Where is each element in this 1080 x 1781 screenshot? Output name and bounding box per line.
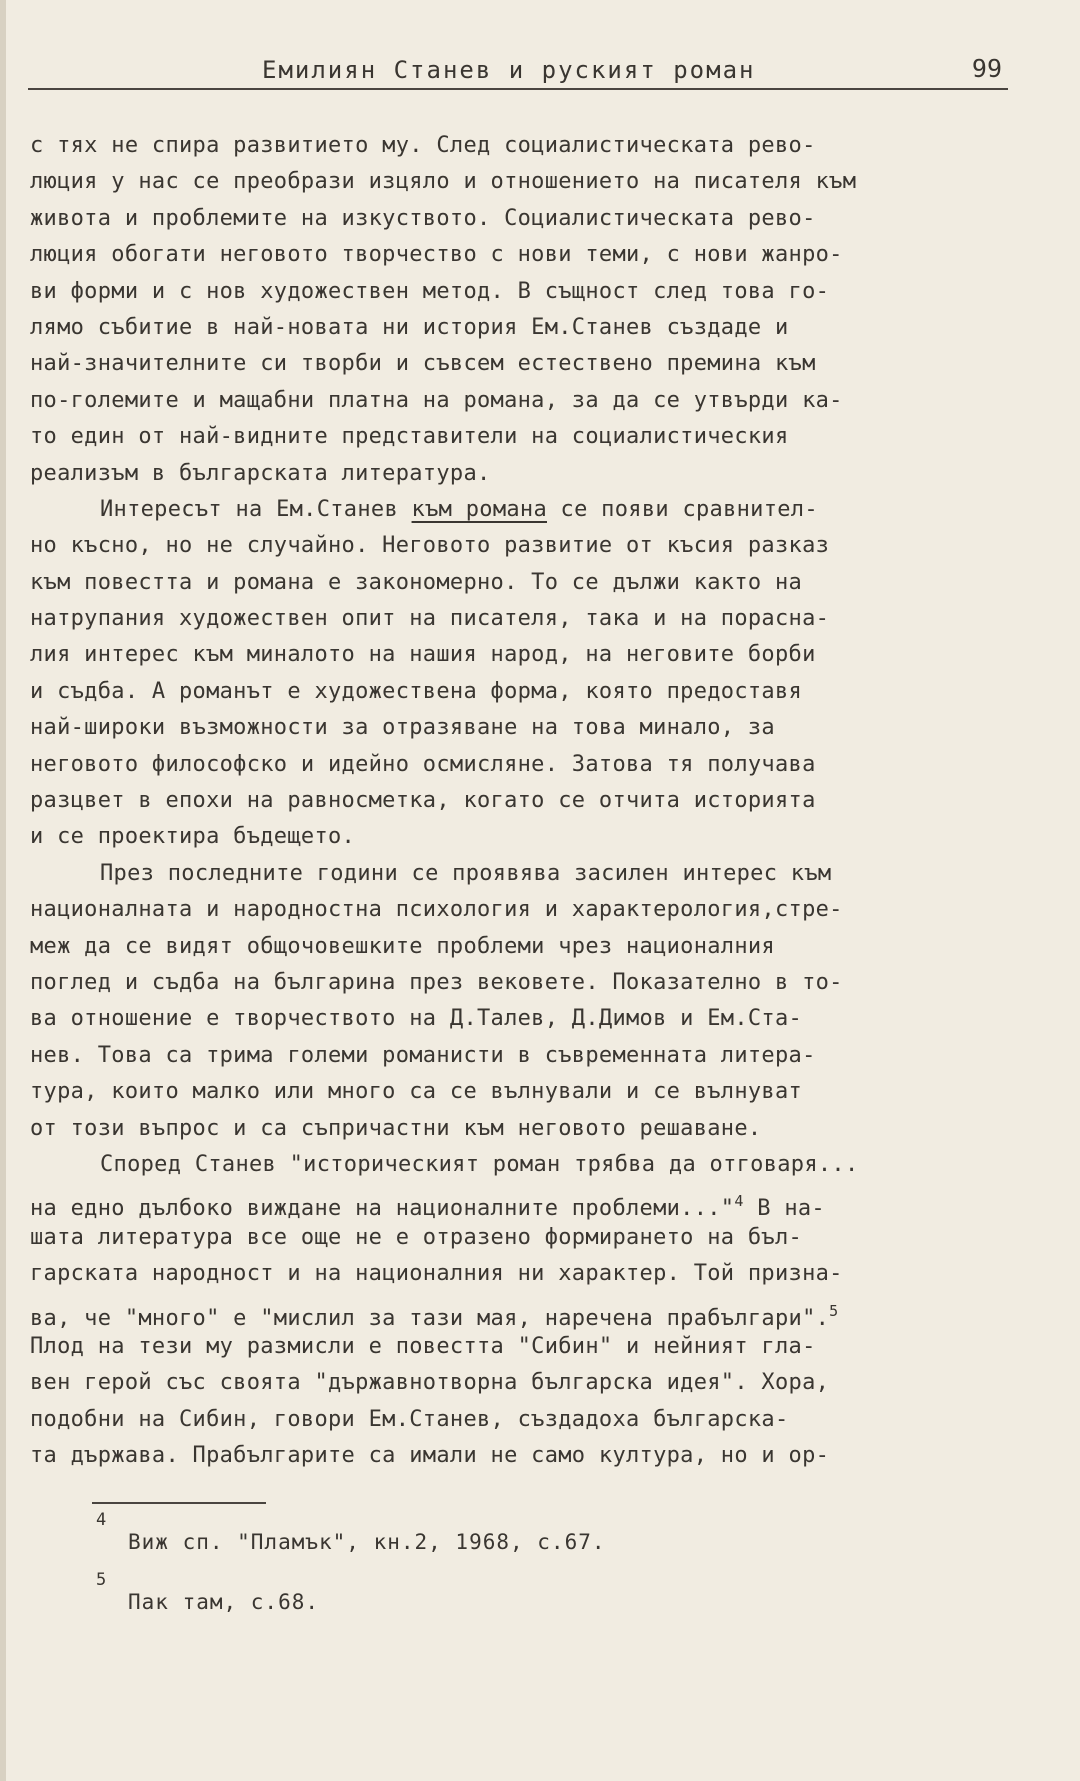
text-span: на едно дълбоко виждане на националните проблеми..."	[30, 1196, 735, 1222]
text-line: шата литература все още не е отразено формирането на бъл-	[30, 1224, 803, 1250]
text-line: поглед и съдба на българина през вековете. Показателно в то-	[30, 969, 843, 995]
footnotes	[96, 1510, 896, 1630]
text-line: люция у нас се преобрази изцяло и отношението на писателя към	[30, 169, 857, 195]
footnote-reference: 5	[829, 1301, 839, 1320]
text-line: но късно, но не случайно. Неговото развитие от късия разказ	[30, 533, 830, 559]
footnote-mark: 4	[96, 1510, 107, 1530]
text-line: реализъм в българската литература.	[30, 460, 491, 486]
footnote-text: Виж сп. "Пламък", кн.2, 1968, с.67.	[128, 1530, 606, 1554]
footnote-rule	[92, 1502, 266, 1504]
text-line: нев. Това са трима големи романисти в съвременната литера-	[30, 1042, 816, 1068]
text-line: тура, които малко или много са се вълнували и се вълнуват	[30, 1079, 803, 1105]
page-number: 99	[971, 54, 1002, 83]
text-line	[30, 1183, 1040, 1222]
underlined-phrase: към романа	[411, 496, 547, 522]
text-line: меж да се видят общочовешките проблеми чрез националния	[30, 933, 775, 959]
text-line	[30, 1293, 1040, 1329]
text-line: натрупания художествен опит на писателя, така и на порасна-	[30, 606, 830, 632]
text-span: Интересът на Ем.Станев	[100, 496, 412, 522]
text-line: лия интерес към миналото на нашия народ, на неговите борби	[30, 642, 816, 668]
text-line: и съдба. А романът е художествена форма, която предоставя	[30, 678, 803, 704]
text-line: ви форми и с нов художествен метод. В същност след това го-	[30, 278, 830, 304]
text-span: се появи сравнител-	[547, 496, 818, 522]
text-line: и се проектира бъдещето.	[30, 824, 356, 850]
running-header	[28, 56, 1008, 92]
text-line: Според Станев "историческият роман трябва да отговаря...	[100, 1151, 859, 1177]
text-line: към повестта и романа е закономерно. То се дължи както на	[30, 569, 803, 595]
header-rule	[28, 88, 1008, 90]
text-line: люция обогати неговото творчество с нови теми, с нови жанро-	[30, 242, 843, 268]
text-line: та държава. Прабългарите са имали не само култура, но и ор-	[30, 1443, 830, 1469]
footnote-text: Пак там, с.68.	[128, 1590, 320, 1614]
text-line: то един от най-видните представители на социалистическия	[30, 424, 789, 450]
text-span: В на-	[743, 1196, 825, 1222]
text-line: с тях не спира развитието му. След социалистическата рево-	[30, 133, 816, 158]
text-line: неговото философско и идейно осмисляне. Затова тя получава	[30, 751, 816, 777]
text-line	[30, 492, 1040, 528]
text-line: най-значителните си творби и съвсем естествено премина към	[30, 351, 816, 377]
text-line: лямо събитие в най-новата ни история Ем.Станев създаде и	[30, 314, 789, 340]
text-line: Плод на тези му размисли е повестта "Сибин" и нейният гла-	[30, 1333, 816, 1359]
text-line: от този въпрос и са съпричастни към неговото решаване.	[30, 1115, 762, 1141]
text-line: по-големите и мащабни платна на романа, за да се утвърди ка-	[30, 387, 843, 413]
footnote-reference: 4	[734, 1192, 744, 1211]
text-line: живота и проблемите на изкуството. Социалистическата рево-	[30, 205, 816, 231]
text-line: националната и народностна психология и характерология,стре-	[30, 897, 843, 923]
footnote	[96, 1510, 896, 1570]
body-text	[30, 128, 1040, 1474]
text-line: вен герой със своята "държавнотворна българска идея". Хора,	[30, 1370, 830, 1396]
text-line: През последните години се проявява засилен интерес към	[100, 860, 832, 886]
text-line: гарската народност и на националния ни характер. Той призна-	[30, 1261, 843, 1287]
page-edge	[0, 0, 6, 1781]
text-line: най-широки възможности за отразяване на това минало, за	[30, 715, 775, 741]
text-line: разцвет в епохи на равносметка, когато се отчита историята	[30, 788, 816, 814]
text-line: ва отношение е творчеството на Д.Талев, Д.Димов и Ем.Ста-	[30, 1006, 803, 1032]
footnote-mark: 5	[96, 1570, 107, 1590]
footnote	[96, 1570, 896, 1630]
text-line: подобни на Сибин, говори Ем.Станев, създадоха българска-	[30, 1406, 789, 1432]
text-span: ва, че "много" е "мислил за тази мая, наречена прабългари".	[30, 1305, 830, 1331]
running-title: Емилиян Станев и руският роман	[262, 56, 756, 84]
